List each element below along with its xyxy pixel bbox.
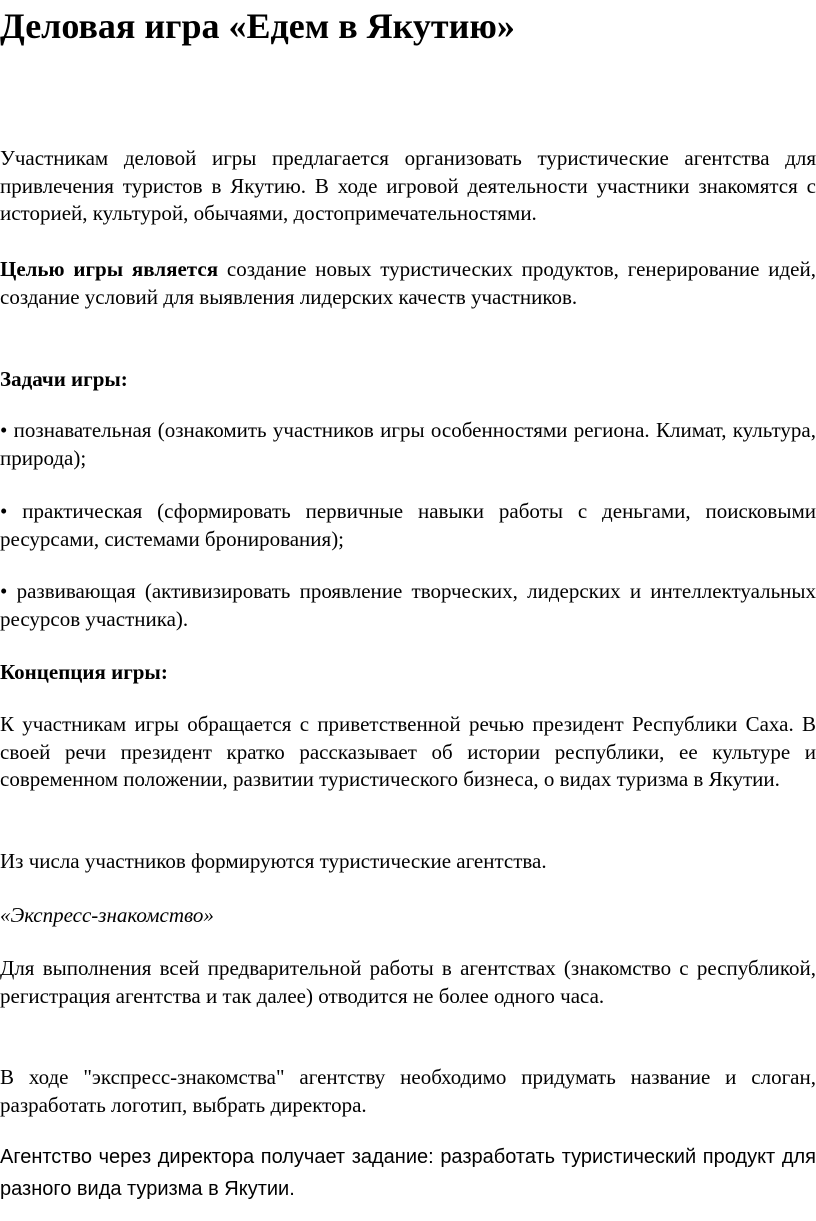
agencies-paragraph: Из числа участников формируются туристические агентства. xyxy=(0,849,547,873)
express-time-paragraph: Для выполнения всей предварительной работы в агентствах (знакомство с республикой, регистрация агентства и так далее) отводится не более одного часа. xyxy=(0,956,816,1008)
goal-label: Целью игры является xyxy=(0,257,219,281)
express-tasks-paragraph: В ходе "экспресс-знакомства" агентству необходимо придумать название и слоган, разработать логотип, выбрать директора. xyxy=(0,1065,816,1117)
task-item-practical: • практическая (сформировать первичные навыки работы с деньгами, поисковыми ресурсами, системами бронирования); xyxy=(0,499,816,551)
goal-paragraph xyxy=(0,256,816,311)
goal-text: создание новых туристических продуктов, генерирование идей, создание условий для выявления лидерских качеств участников. xyxy=(0,257,816,309)
express-heading: «Экспресс-знакомство» xyxy=(0,903,214,927)
concept-paragraph: К участникам игры обращается с приветственной речью президент Республики Саха. В своей речи президент кратко рассказывает об истории республики, ее культуре и современном положении, развитии туристического бизнеса, о видах туризма в Якутии. xyxy=(0,712,816,791)
page-title: Деловая игра «Едем в Якутию» xyxy=(0,6,515,46)
concept-heading: Концепция игры: xyxy=(0,660,168,684)
tasks-heading: Задачи игры: xyxy=(0,367,128,391)
task-item-developing: • развивающая (активизировать проявление творческих, лидерских и интеллектуальных ресурсов участника). xyxy=(0,579,816,631)
intro-paragraph: Участникам деловой игры предлагается организовать туристические агентства для привлечения туристов в Якутию. В ходе игровой деятельности участники знакомятся с историей, культурой, обычаями, достопримечательностями. xyxy=(0,146,816,225)
agency-task-paragraph: Агентство через директора получает задание: разработать туристический продукт для разного вида туризма в Якутии. xyxy=(0,1146,816,1200)
task-item-cognitive: • познавательная (ознакомить участников игры особенностями региона. Климат, культура, природа); xyxy=(0,418,816,470)
